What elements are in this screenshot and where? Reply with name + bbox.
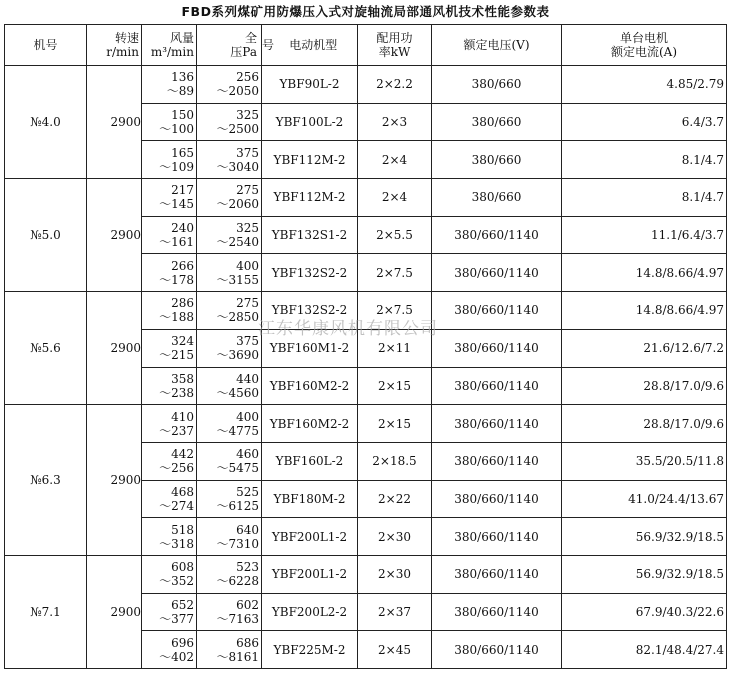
- pressure-cell: [197, 292, 262, 330]
- motor-model-cell: YBF112M-2: [262, 141, 358, 179]
- flow-cell: [142, 179, 197, 217]
- power-cell: 2×30: [358, 518, 432, 556]
- pressure-min: 375: [236, 334, 259, 349]
- current-cell: 28.8/17.0/9.6: [562, 367, 727, 405]
- motor-model-cell: YBF225M-2: [262, 631, 358, 669]
- header-speed: 转速 r/min: [87, 25, 142, 66]
- power-cell: 2×15: [358, 367, 432, 405]
- table-row: [5, 66, 727, 104]
- power-cell: 2×22: [358, 480, 432, 518]
- power-cell: 2×3: [358, 103, 432, 141]
- motor-model-cell: YBF200L1-2: [262, 555, 358, 593]
- pressure-min: 400: [236, 409, 259, 424]
- pressure-max: ～2500: [216, 122, 259, 137]
- flow-cell: [142, 103, 197, 141]
- pressure-cell: [197, 179, 262, 217]
- pressure-max: ～5475: [216, 461, 259, 476]
- power-cell: 2×7.5: [358, 254, 432, 292]
- flow-cell: [142, 367, 197, 405]
- voltage-cell: 380/660/1140: [432, 216, 562, 254]
- pressure-max: ～2060: [216, 197, 259, 212]
- voltage-cell: 380/660/1140: [432, 367, 562, 405]
- flow-min: ～161: [159, 235, 194, 250]
- flow-cell: [142, 216, 197, 254]
- flow-max: 217: [171, 183, 194, 198]
- flow-max: 518: [171, 522, 194, 537]
- flow-cell: [142, 141, 197, 179]
- pressure-cell: [197, 216, 262, 254]
- flow-min: ～89: [166, 84, 194, 99]
- motor-model-cell: YBF200L2-2: [262, 593, 358, 631]
- pressure-max: ～3155: [216, 272, 259, 287]
- flow-max: 136: [171, 70, 194, 85]
- flow-cell: [142, 405, 197, 443]
- current-cell: 8.1/4.7: [562, 141, 727, 179]
- header-power: 配用功 率kW: [358, 25, 432, 66]
- flow-cell: [142, 480, 197, 518]
- power-cell: 2×37: [358, 593, 432, 631]
- power-cell: 2×30: [358, 555, 432, 593]
- pressure-max: ～3040: [216, 159, 259, 174]
- pressure-min: 375: [236, 145, 259, 160]
- pressure-max: ～6228: [216, 574, 259, 589]
- pressure-min: 460: [236, 447, 259, 462]
- power-cell: 2×18.5: [358, 442, 432, 480]
- pressure-min: 440: [236, 371, 259, 386]
- flow-cell: [142, 66, 197, 104]
- power-cell: 2×2.2: [358, 66, 432, 104]
- voltage-cell: 380/660/1140: [432, 631, 562, 669]
- pressure-cell: [197, 631, 262, 669]
- header-voltage: 额定电压(V): [432, 25, 562, 66]
- header-current: 单台电机 额定电流(A): [562, 25, 727, 66]
- speed-cell: 2900: [87, 405, 142, 556]
- power-cell: 2×4: [358, 141, 432, 179]
- header-flow: 风量 m³/min: [142, 25, 197, 66]
- motor-model-cell: YBF160L-2: [262, 442, 358, 480]
- header-row: [5, 25, 727, 66]
- fan-model-cell: №6.3: [5, 405, 87, 556]
- pressure-cell: [197, 329, 262, 367]
- pressure-min: 686: [236, 635, 259, 650]
- voltage-cell: 380/660/1140: [432, 555, 562, 593]
- flow-min: ～274: [159, 498, 194, 513]
- flow-min: ～109: [159, 159, 194, 174]
- pressure-min: 525: [236, 484, 259, 499]
- flow-min: ～100: [159, 122, 194, 137]
- table-row: [5, 179, 727, 217]
- pressure-cell: [197, 103, 262, 141]
- flow-min: ～377: [159, 611, 194, 626]
- fan-spec-table: [4, 24, 727, 669]
- header-pressure: 全 压Pa: [197, 25, 262, 66]
- pressure-cell: [197, 141, 262, 179]
- pressure-max: ～3690: [216, 348, 259, 363]
- flow-cell: [142, 442, 197, 480]
- pressure-max: ～8161: [216, 649, 259, 664]
- current-cell: 14.8/8.66/4.97: [562, 254, 727, 292]
- pressure-max: ～2540: [216, 235, 259, 250]
- power-cell: 2×45: [358, 631, 432, 669]
- pressure-min: 602: [236, 597, 259, 612]
- motor-model-cell: YBF200L1-2: [262, 518, 358, 556]
- voltage-cell: 380/660/1140: [432, 292, 562, 330]
- table-body: [5, 66, 727, 669]
- power-cell: 2×15: [358, 405, 432, 443]
- watermark: 江东华康风机有限公司: [258, 319, 438, 339]
- pressure-min: 400: [236, 258, 259, 273]
- table-row: [5, 292, 727, 330]
- fan-model-cell: №7.1: [5, 555, 87, 668]
- pressure-max: ～7163: [216, 611, 259, 626]
- flow-min: ～215: [159, 348, 194, 363]
- pressure-min: 640: [236, 522, 259, 537]
- flow-max: 652: [171, 597, 194, 612]
- current-cell: 6.4/3.7: [562, 103, 727, 141]
- motor-model-cell: YBF90L-2: [262, 66, 358, 104]
- flow-max: 324: [171, 334, 194, 349]
- flow-max: 410: [171, 409, 194, 424]
- voltage-cell: 380/660/1140: [432, 593, 562, 631]
- flow-cell: [142, 292, 197, 330]
- pressure-max: ～4560: [216, 385, 259, 400]
- fan-model-cell: №4.0: [5, 66, 87, 179]
- flow-max: 286: [171, 296, 194, 311]
- pressure-cell: [197, 367, 262, 405]
- flow-min: ～318: [159, 536, 194, 551]
- pressure-cell: [197, 442, 262, 480]
- motor-model-cell: YBF132S2-2: [262, 292, 358, 330]
- pressure-cell: [197, 480, 262, 518]
- motor-model-cell: YBF180M-2: [262, 480, 358, 518]
- pressure-cell: [197, 593, 262, 631]
- current-cell: 14.8/8.66/4.97: [562, 292, 727, 330]
- flow-cell: [142, 518, 197, 556]
- pressure-min: 275: [236, 183, 259, 198]
- pressure-max: ～2850: [216, 310, 259, 325]
- flow-max: 358: [171, 371, 194, 386]
- header-model: 机号: [5, 25, 87, 66]
- current-cell: 67.9/40.3/22.6: [562, 593, 727, 631]
- current-cell: 28.8/17.0/9.6: [562, 405, 727, 443]
- flow-min: ～178: [159, 272, 194, 287]
- flow-min: ～188: [159, 310, 194, 325]
- voltage-cell: 380/660/1140: [432, 480, 562, 518]
- voltage-cell: 380/660: [432, 141, 562, 179]
- pressure-cell: [197, 518, 262, 556]
- speed-cell: 2900: [87, 555, 142, 668]
- speed-cell: 2900: [87, 179, 142, 292]
- flow-max: 266: [171, 258, 194, 273]
- fan-model-cell: №5.0: [5, 179, 87, 292]
- flow-max: 696: [171, 635, 194, 650]
- flow-cell: [142, 254, 197, 292]
- voltage-cell: 380/660: [432, 66, 562, 104]
- flow-min: ～237: [159, 423, 194, 438]
- flow-max: 468: [171, 484, 194, 499]
- motor-model-cell: YBF132S2-2: [262, 254, 358, 292]
- flow-min: ～145: [159, 197, 194, 212]
- flow-max: 442: [171, 447, 194, 462]
- speed-cell: 2900: [87, 292, 142, 405]
- pressure-min: 256: [236, 70, 259, 85]
- flow-cell: [142, 555, 197, 593]
- voltage-cell: 380/660/1140: [432, 405, 562, 443]
- flow-cell: [142, 631, 197, 669]
- motor-model-cell: YBF160M1-2: [262, 329, 358, 367]
- voltage-cell: 380/660/1140: [432, 329, 562, 367]
- voltage-cell: 380/660/1140: [432, 518, 562, 556]
- flow-min: ～402: [159, 649, 194, 664]
- voltage-cell: 380/660/1140: [432, 442, 562, 480]
- motor-model-cell: YBF160M2-2: [262, 405, 358, 443]
- power-cell: 2×7.5: [358, 292, 432, 330]
- pressure-cell: [197, 66, 262, 104]
- current-cell: 56.9/32.9/18.5: [562, 518, 727, 556]
- current-cell: 8.1/4.7: [562, 179, 727, 217]
- current-cell: 4.85/2.79: [562, 66, 727, 104]
- document-title: FBD系列煤矿用防爆压入式对旋轴流局部通风机技术性能参数表: [181, 4, 550, 19]
- pressure-min: 325: [236, 221, 259, 236]
- voltage-cell: 380/660/1140: [432, 254, 562, 292]
- voltage-cell: 380/660: [432, 179, 562, 217]
- pressure-min: 523: [236, 560, 259, 575]
- current-cell: 21.6/12.6/7.2: [562, 329, 727, 367]
- voltage-cell: 380/660: [432, 103, 562, 141]
- flow-cell: [142, 329, 197, 367]
- pressure-cell: [197, 555, 262, 593]
- table-row: [5, 555, 727, 593]
- flow-min: ～352: [159, 574, 194, 589]
- current-cell: 35.5/20.5/11.8: [562, 442, 727, 480]
- power-cell: 2×11: [358, 329, 432, 367]
- motor-model-cell: YBF100L-2: [262, 103, 358, 141]
- pressure-cell: [197, 254, 262, 292]
- pressure-cell: [197, 405, 262, 443]
- pressure-min: 275: [236, 296, 259, 311]
- flow-max: 608: [171, 560, 194, 575]
- pressure-max: ～4775: [216, 423, 259, 438]
- motor-model-cell: YBF132S1-2: [262, 216, 358, 254]
- pressure-max: ～7310: [216, 536, 259, 551]
- flow-min: ～256: [159, 461, 194, 476]
- speed-cell: 2900: [87, 66, 142, 179]
- flow-max: 150: [171, 108, 194, 123]
- current-cell: 56.9/32.9/18.5: [562, 555, 727, 593]
- current-cell: 82.1/48.4/27.4: [562, 631, 727, 669]
- pressure-max: ～6125: [216, 498, 259, 513]
- motor-model-cell: YBF160M2-2: [262, 367, 358, 405]
- flow-cell: [142, 593, 197, 631]
- current-cell: 41.0/24.4/13.67: [562, 480, 727, 518]
- power-cell: 2×4: [358, 179, 432, 217]
- pressure-min: 325: [236, 108, 259, 123]
- power-cell: 2×5.5: [358, 216, 432, 254]
- pressure-max: ～2050: [216, 84, 259, 99]
- current-cell: 11.1/6.4/3.7: [562, 216, 727, 254]
- fan-model-cell: №5.6: [5, 292, 87, 405]
- header-motor: 号 电动机型: [262, 25, 358, 66]
- table-row: [5, 405, 727, 443]
- flow-max: 240: [171, 221, 194, 236]
- flow-max: 165: [171, 145, 194, 160]
- motor-model-cell: YBF112M-2: [262, 179, 358, 217]
- flow-min: ～238: [159, 385, 194, 400]
